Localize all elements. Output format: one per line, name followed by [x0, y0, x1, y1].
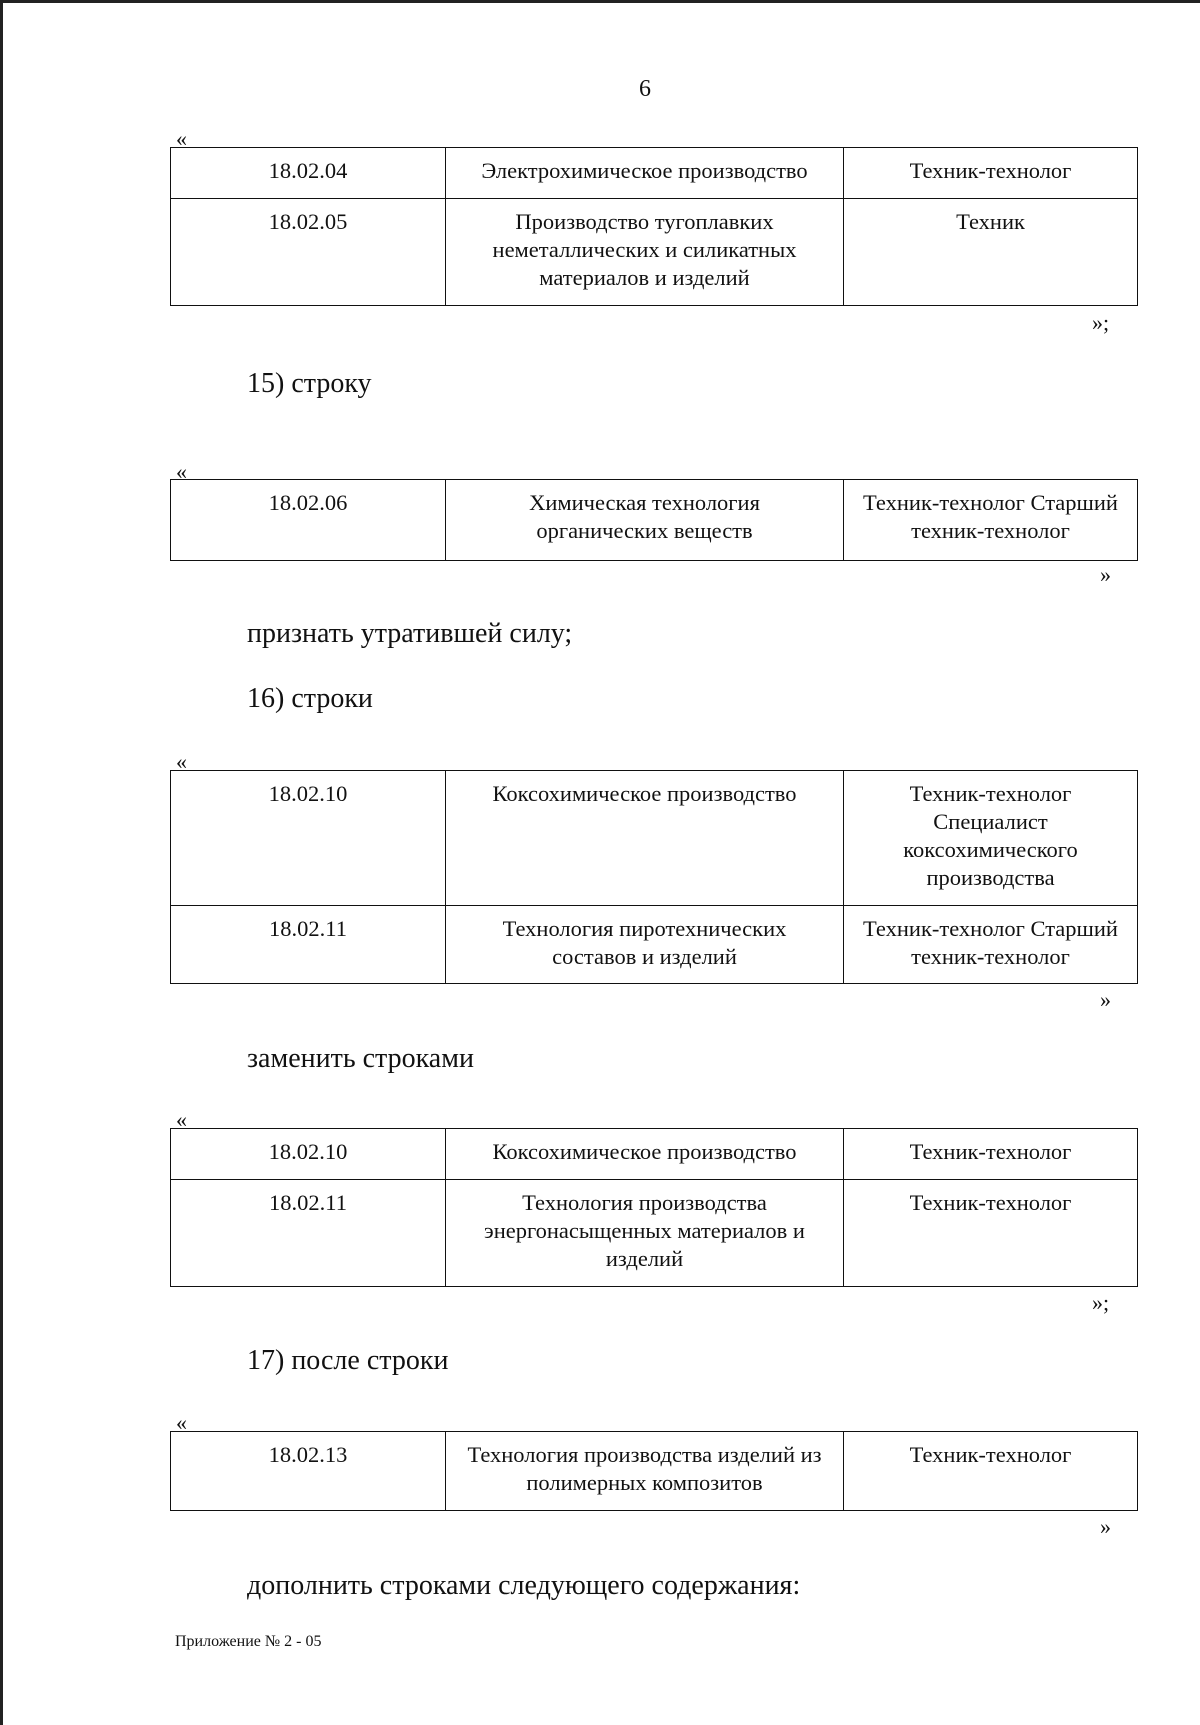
code-cell: 18.02.04 — [171, 148, 446, 199]
table-row — [171, 1129, 1138, 1180]
qualification-cell: Техник-технолог Старший техник-технолог — [844, 906, 1138, 984]
qualification-cell: Техник-технолог Старший техник-технолог — [844, 480, 1138, 561]
quote-open: « — [176, 749, 187, 774]
qualification-cell: Техник — [844, 199, 1138, 306]
name-cell: Производство тугоплавких неметаллических и силикатных материалов и изделий — [446, 199, 844, 306]
table-row — [171, 480, 1138, 561]
specialty-table-5 — [170, 1431, 1138, 1511]
code-cell: 18.02.05 — [171, 199, 446, 306]
table-row — [171, 906, 1138, 984]
table-row — [171, 199, 1138, 306]
quote-close: »; — [1092, 1290, 1110, 1315]
paragraph-15: 15) строку — [247, 368, 372, 399]
quote-close: »; — [1092, 310, 1110, 335]
table-row — [171, 1432, 1138, 1511]
code-cell: 18.02.10 — [171, 1129, 446, 1180]
quote-close: » — [1100, 1514, 1111, 1539]
name-cell: Технология пиротехнических составов и изделий — [446, 906, 844, 984]
name-cell: Коксохимическое производство — [446, 1129, 844, 1180]
quote-open: « — [176, 1410, 187, 1435]
name-cell: Электрохимическое производство — [446, 148, 844, 199]
code-cell: 18.02.11 — [171, 1180, 446, 1287]
qualification-cell: Техник-технолог — [844, 1129, 1138, 1180]
table-row — [171, 1180, 1138, 1287]
quote-open: « — [176, 1107, 187, 1132]
quote-close: » — [1100, 562, 1111, 587]
name-cell: Коксохимическое производство — [446, 771, 844, 906]
qualification-cell: Техник-технолог — [844, 1432, 1138, 1511]
quote-open: « — [176, 459, 187, 484]
code-cell: 18.02.13 — [171, 1432, 446, 1511]
specialty-table-2 — [170, 479, 1138, 561]
qualification-cell: Техник-технолог — [844, 1180, 1138, 1287]
name-cell: Технология производства энергонасыщенных материалов и изделий — [446, 1180, 844, 1287]
qualification-cell: Техник-технолог Специалист коксохимического производства — [844, 771, 1138, 906]
code-cell: 18.02.06 — [171, 480, 446, 561]
code-cell: 18.02.10 — [171, 771, 446, 906]
paragraph-17: 17) после строки — [247, 1345, 449, 1376]
specialty-table-4 — [170, 1128, 1138, 1287]
code-cell: 18.02.11 — [171, 906, 446, 984]
name-cell: Технология производства изделий из полимерных композитов — [446, 1432, 844, 1511]
name-cell: Химическая технология органических веществ — [446, 480, 844, 561]
page-number: 6 — [639, 76, 651, 102]
quote-open: « — [176, 126, 187, 151]
table-row — [171, 148, 1138, 199]
paragraph-repealed: признать утратившей силу; — [247, 618, 573, 649]
qualification-cell: Техник-технолог — [844, 148, 1138, 199]
table-row — [171, 771, 1138, 906]
paragraph-replace: заменить строками — [247, 1043, 474, 1074]
specialty-table-3 — [170, 770, 1138, 984]
paragraph-add: дополнить строками следующего содержания: — [247, 1570, 801, 1601]
paragraph-16: 16) строки — [247, 683, 373, 714]
quote-close: » — [1100, 987, 1111, 1012]
specialty-table-1 — [170, 147, 1138, 306]
footer-appendix: Приложение № 2 - 05 — [175, 1633, 322, 1650]
